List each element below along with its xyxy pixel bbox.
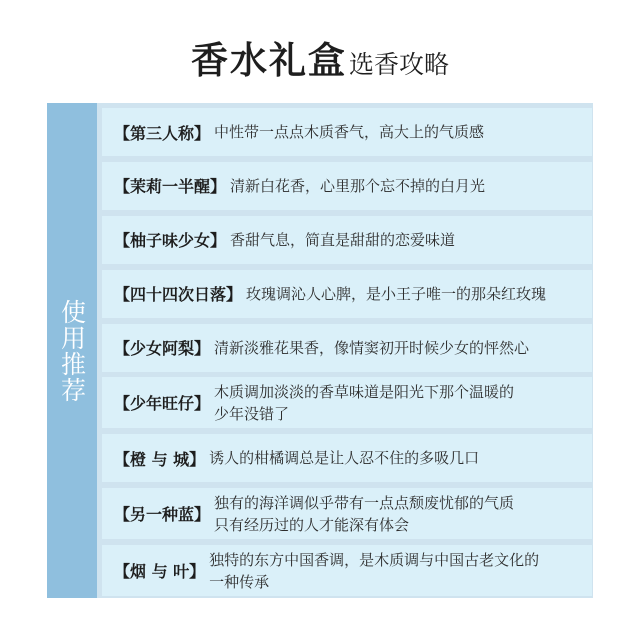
item-tag: 【第三人称】	[114, 123, 211, 143]
item-description: 中性带一点点木质香气，高大上的气质感	[214, 123, 485, 141]
recommendation-list	[102, 108, 592, 596]
item-tag: 【少女阿梨】	[114, 339, 211, 358]
list-item	[102, 488, 592, 539]
item-description: 诱人的柑橘调总是让人忍不住的多吸几口	[209, 449, 480, 468]
page-title	[0, 30, 640, 84]
item-description: 独特的东方中国香调，是木质调与中国古老文化的 一种传承	[209, 550, 540, 591]
title-main: 香水礼盒	[190, 39, 347, 82]
item-tag: 【茉莉一半醒】	[114, 177, 227, 197]
side-label: 使用推荐	[47, 103, 97, 598]
item-description: 玫瑰调沁人心脾，是小王子唯一的那朵红玫瑰	[246, 284, 547, 303]
item-description: 独有的海洋调似乎带有一点点颓废忧郁的气质 只有经历过的人才能深有体会	[214, 493, 515, 534]
list-item	[102, 162, 592, 210]
item-tag: 【橙 与 城】	[114, 449, 206, 469]
list-item	[102, 216, 592, 264]
item-description: 清新淡雅花果香，像情窦初开时候少女的怦然心	[214, 338, 530, 357]
item-tag: 【柚子味少女】	[114, 231, 227, 251]
item-tag: 【另一种蓝】	[114, 505, 211, 525]
list-item	[102, 377, 592, 428]
list-item	[102, 270, 592, 318]
item-description: 香甜气息，简直是甜甜的恋爱味道	[230, 230, 456, 249]
list-item	[102, 108, 592, 156]
item-description: 清新白花香，心里那个忘不掉的白月光	[230, 176, 486, 195]
list-item	[102, 324, 592, 372]
item-tag: 【烟 与 叶】	[114, 562, 206, 581]
list-item	[102, 434, 592, 482]
list-item	[102, 545, 592, 596]
item-tag: 【四十四次日落】	[114, 285, 243, 305]
item-description: 木质调加淡淡的香草味道是阳光下那个温暖的 少年没错了	[214, 382, 515, 423]
title-sub: 选香攻略	[348, 50, 449, 79]
item-tag: 【少年旺仔】	[114, 394, 211, 414]
